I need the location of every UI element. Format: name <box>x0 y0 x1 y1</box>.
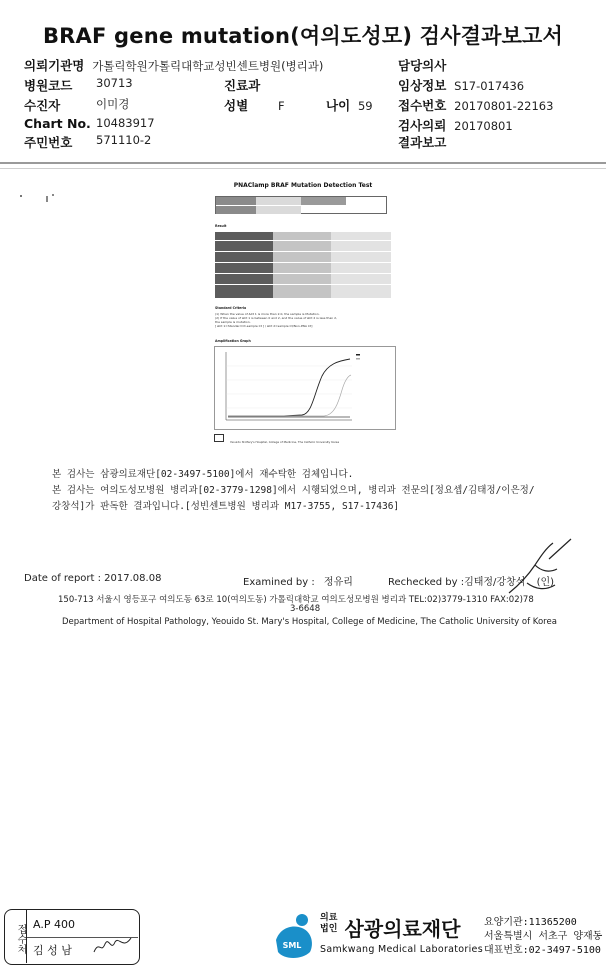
clinical-label: 임상정보 <box>398 78 447 93</box>
note-line: 본 검사는 삼광의료재단[02-3497-5100]에서 재수탁한 검체입니다. <box>52 469 354 480</box>
criteria-line: (1) When the value of ΔCt 1 is more than 2.0, the sample is Mutation. <box>215 312 320 316</box>
doctor-row <box>398 56 446 74</box>
address-line: 150-713 서울시 영등포구 여의도동 63로 10(여의도동) 가톨릭대학교 여의도성모병원 병리과 TEL:02)3779-1310 FAX:02)78 <box>58 595 534 605</box>
sml-logo-icon <box>272 910 316 960</box>
hospital-code-label: 병원코드 <box>24 78 73 93</box>
seal-text: (인) <box>536 577 555 588</box>
sample-info-label-cell <box>216 197 256 205</box>
stamp-vertical-label: 접수처 <box>5 910 27 963</box>
criteria-line: (2) If the value of ΔCt 1 is between 0 and 2, and the value of ΔCt 2 is less than 2, <box>215 316 338 320</box>
sample-info-label-cell <box>301 197 346 205</box>
graph-heading: Amplification Graph <box>215 339 251 343</box>
hospital-code-text: 30713 <box>96 76 133 90</box>
scan-mark <box>52 194 54 196</box>
examined-label: Examined by : <box>243 577 315 588</box>
amplification-graph <box>214 346 396 430</box>
result-col-name <box>215 232 273 298</box>
legend-swatch <box>356 354 360 356</box>
receipt-value: 20170801-22163 <box>454 99 554 113</box>
lab-name <box>320 913 483 955</box>
report-hospital-line: Yeouido St.Mary's Hospital, College of Medicine, The Catholic University Korea <box>230 440 340 444</box>
criteria-line: [ ΔCt 1=Standard Ct-sample Ct ] / ΔCt 2=sample Ct/Non-PNA Ct] <box>215 324 313 328</box>
stamp-name: 김 성 남 <box>33 944 72 957</box>
patient-row <box>24 96 60 114</box>
doctor-label: 담당의사 <box>398 58 447 73</box>
table-line <box>215 240 391 241</box>
scan-mark <box>46 196 48 202</box>
lab-small-label-bottom: 법인 <box>320 924 338 934</box>
result-label: 결과보고 <box>398 135 447 150</box>
rechecked-label: Rechecked by : <box>388 577 465 588</box>
criteria-line: the sample is mutation. <box>215 320 251 324</box>
resident-row <box>24 133 72 151</box>
sample-info-value-cell <box>256 206 301 214</box>
date-label: Date of report : <box>24 573 105 584</box>
receipt-row <box>398 96 553 114</box>
patient-text: 이미경 <box>96 97 130 111</box>
stamp-signature <box>91 932 135 958</box>
lab-name-english: Samkwang Medical Laboratories <box>320 944 483 955</box>
scan-mark <box>20 195 22 197</box>
pnaclamp-report <box>210 178 396 454</box>
request-label: 검사의뢰 <box>398 118 447 133</box>
resident-value <box>96 133 151 147</box>
receipt-label: 접수번호 <box>398 98 447 113</box>
result-col-value <box>331 232 391 298</box>
sex-label: 성별 <box>224 98 249 113</box>
result-col-value <box>273 232 331 298</box>
table-line <box>215 284 391 285</box>
sex-row <box>224 96 285 114</box>
institution-label: 의뢰기관명 <box>24 58 85 73</box>
legend-swatch <box>356 358 360 360</box>
table-line <box>215 262 391 263</box>
sample-info-value-cell <box>256 197 301 205</box>
criteria-heading: Standard Criteria <box>215 306 247 310</box>
header-divider-light <box>0 168 606 169</box>
report-title: BRAF gene mutation(여의도성모) 검사결과보고서 <box>42 24 564 48</box>
chart-row <box>24 116 91 131</box>
resident-text: 571110-2 <box>96 133 152 147</box>
department-row <box>224 76 260 94</box>
sex-value: F <box>277 99 285 113</box>
table-line <box>215 251 391 252</box>
note-line: 본 검사는 여의도성모병원 병리과[02-3779-1298]에서 시행되었으며, 병리과 전문의[정요셉/김태정/이은정/ <box>52 485 535 496</box>
clinical-row <box>398 76 524 94</box>
examined-value: 정유리 <box>323 577 353 588</box>
chart-text: 10483917 <box>96 116 155 130</box>
clinical-value: S17-017436 <box>454 79 525 93</box>
age-row <box>326 96 373 114</box>
patient-value <box>96 96 129 112</box>
hospital-code-value <box>96 76 133 90</box>
note-line: 강창석]가 판독한 결과입니다.[성빈센트병원 병리과 M17-3755, S17-17436] <box>52 501 400 512</box>
address-line: 3-6648 <box>290 604 321 614</box>
result-heading: Result <box>215 224 227 228</box>
result-table <box>215 232 391 298</box>
lab-contact-code: 요양기관:11365200 <box>484 917 577 928</box>
department-label: 진료과 <box>224 78 261 93</box>
hospital-logo-icon <box>214 434 224 442</box>
institution-row <box>24 56 323 74</box>
department-line: Department of Hospital Pathology, Yeouido St. Mary's Hospital, College of Medicine, The Catholic University of Korea <box>62 617 557 627</box>
header-divider <box>0 162 606 164</box>
institution-value: 가톨릭학원가톨릭대학교성빈센트병원(병리과) <box>92 59 324 73</box>
patient-label: 수진자 <box>24 98 61 113</box>
lab-contact-phone: 대표번호:02-3497-5100 <box>484 945 601 956</box>
result-row <box>398 133 446 151</box>
chart-label: Chart No. <box>24 116 91 131</box>
age-label: 나이 <box>326 98 351 113</box>
sample-info-label-cell <box>216 206 256 214</box>
stamp-code: A.P 400 <box>33 918 75 931</box>
age-value: 59 <box>357 99 373 113</box>
date-value: 2017.08.08 <box>104 573 162 584</box>
report-date <box>24 573 161 584</box>
table-line <box>215 273 391 274</box>
rechecked-value: 김태정/강창석 <box>464 577 526 588</box>
chart-value <box>96 116 155 130</box>
hospital-code-row <box>24 76 72 94</box>
sample-info-box <box>215 196 387 214</box>
lab-name-korean: 삼광의료재단 <box>344 917 461 941</box>
request-value: 20170801 <box>454 119 513 133</box>
report-subtitle: PNAClamp BRAF Mutation Detection Test <box>233 182 373 189</box>
reception-stamp <box>4 909 140 965</box>
lab-contact-address: 서울특별시 서초구 양재동 <box>484 931 603 942</box>
sml-logo-text: SML <box>282 941 302 950</box>
resident-label: 주민번호 <box>24 135 73 150</box>
request-row <box>398 116 513 134</box>
lab-small-label-top: 의료 <box>320 913 338 923</box>
examined-by <box>243 573 353 588</box>
